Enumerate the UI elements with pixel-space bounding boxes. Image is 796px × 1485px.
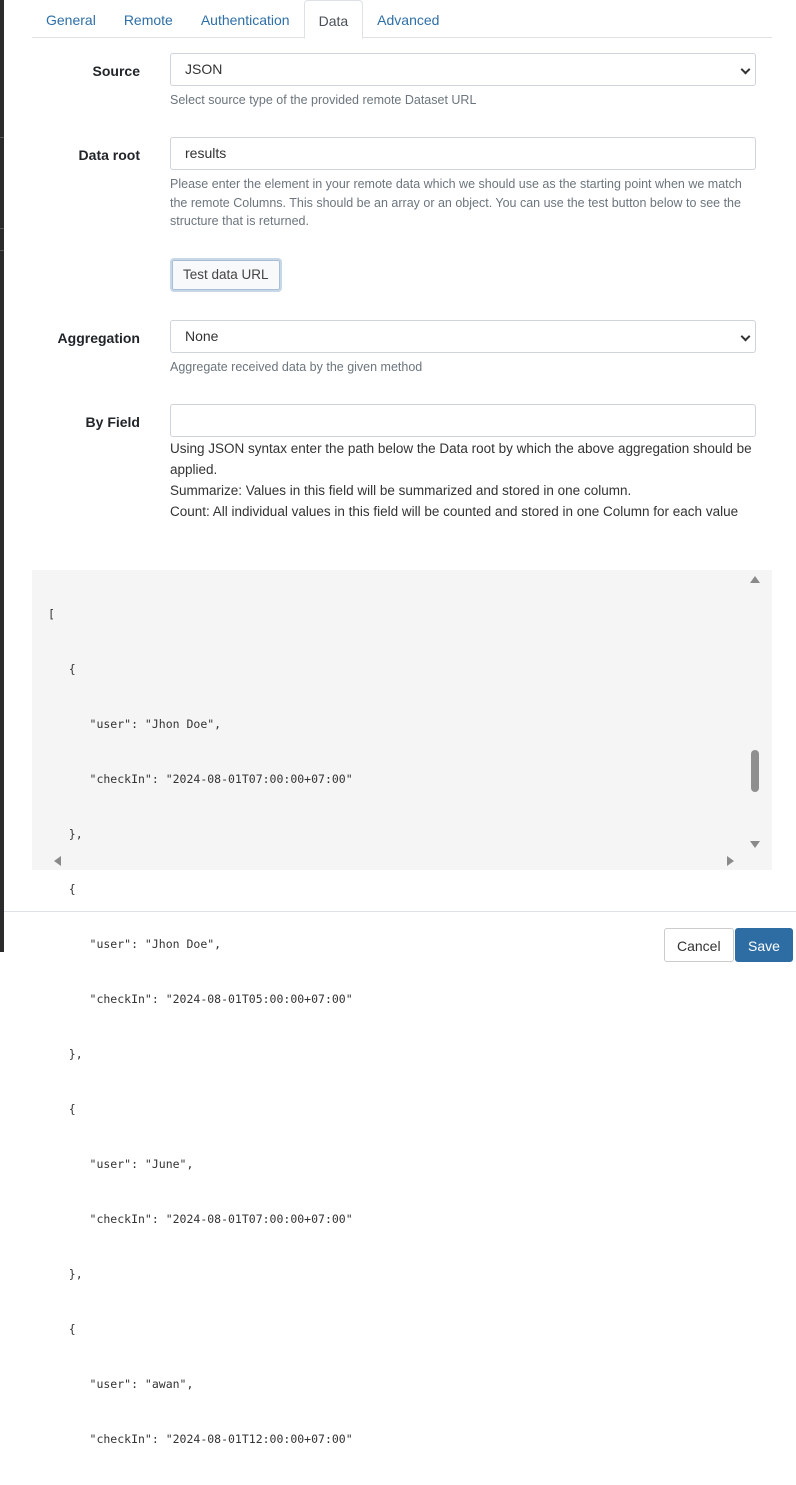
code-line: { <box>48 1101 76 1116</box>
code-line: { <box>48 1322 76 1337</box>
tab-data[interactable]: Data <box>304 0 364 39</box>
source-help-text: Select source type of the provided remote Dataset URL <box>170 93 477 107</box>
code-line: "user": "Jhon Doe", <box>48 936 222 951</box>
data-root-help-text: Please enter the element in your remote data which we should use as the starting point when we match the remote Columns. This should be an array or an object. You can use the test button below to see the structure that is returned. <box>170 177 742 228</box>
data-root-label: Data root <box>78 147 140 163</box>
json-preview-code <box>48 568 353 1485</box>
by-field-help-text <box>170 438 760 522</box>
dialog-footer <box>4 911 796 952</box>
by-field-help-line: Summarize: Values in this field will be summarized and stored in one column. <box>170 483 632 498</box>
code-line: "user": "Jhon Doe", <box>48 716 222 731</box>
data-root-input[interactable] <box>170 137 756 170</box>
tab-authentication[interactable]: Authentication <box>200 12 290 28</box>
tab-general[interactable]: General <box>46 12 96 28</box>
test-data-url-button[interactable]: Test data URL <box>170 258 282 292</box>
code-line: { <box>48 661 76 676</box>
aggregation-select-value: None <box>185 328 219 344</box>
dataset-settings-dialog <box>4 0 796 1447</box>
scroll-right-arrow-icon[interactable] <box>727 856 734 866</box>
scroll-down-arrow-icon[interactable] <box>750 841 760 848</box>
tab-bar <box>32 0 772 38</box>
data-root-input-value: results <box>185 145 227 161</box>
by-field-help-line: Count: All individual values in this field will be counted and stored in one Column for each value <box>170 504 739 519</box>
aggregation-label: Aggregation <box>57 330 140 346</box>
aggregation-help-text: Aggregate received data by the given method <box>170 360 423 374</box>
code-line: }, <box>48 1046 83 1061</box>
chevron-down-icon <box>741 332 751 342</box>
by-field-help-line: Using JSON syntax enter the path below the Data root by which the above aggregation should be applied. <box>170 441 752 477</box>
cancel-button[interactable]: Cancel <box>664 928 734 962</box>
source-label: Source <box>92 63 140 79</box>
aggregation-select[interactable] <box>170 320 756 353</box>
vertical-scroll-thumb[interactable] <box>751 750 759 792</box>
scroll-up-arrow-icon[interactable] <box>750 576 760 583</box>
source-select[interactable] <box>170 53 756 86</box>
save-button[interactable]: Save <box>735 928 793 962</box>
vertical-scrollbar[interactable] <box>750 576 760 848</box>
code-line: { <box>48 881 76 896</box>
code-line: }, <box>48 1267 83 1282</box>
tab-remote[interactable]: Remote <box>123 12 173 28</box>
code-line: "checkIn": "2024-08-01T07:00:00+07:00" <box>48 771 353 786</box>
code-line: }, <box>48 826 83 841</box>
source-select-value: JSON <box>185 61 223 77</box>
code-line: "checkIn": "2024-08-01T12:00:00+07:00" <box>48 1432 353 1447</box>
code-line: [ <box>48 606 55 621</box>
chevron-down-icon <box>741 65 751 75</box>
by-field-input[interactable] <box>170 404 756 437</box>
code-line: "checkIn": "2024-08-01T07:00:00+07:00" <box>48 1212 353 1227</box>
code-line: "user": "June", <box>48 1157 194 1171</box>
horizontal-scrollbar[interactable] <box>54 856 734 866</box>
code-line: "checkIn": "2024-08-01T05:00:00+07:00" <box>48 991 353 1006</box>
tab-advanced[interactable]: Advanced <box>377 12 440 28</box>
code-line: "user": "awan", <box>48 1377 194 1392</box>
scroll-left-arrow-icon[interactable] <box>54 856 61 866</box>
by-field-label: By Field <box>85 414 140 430</box>
